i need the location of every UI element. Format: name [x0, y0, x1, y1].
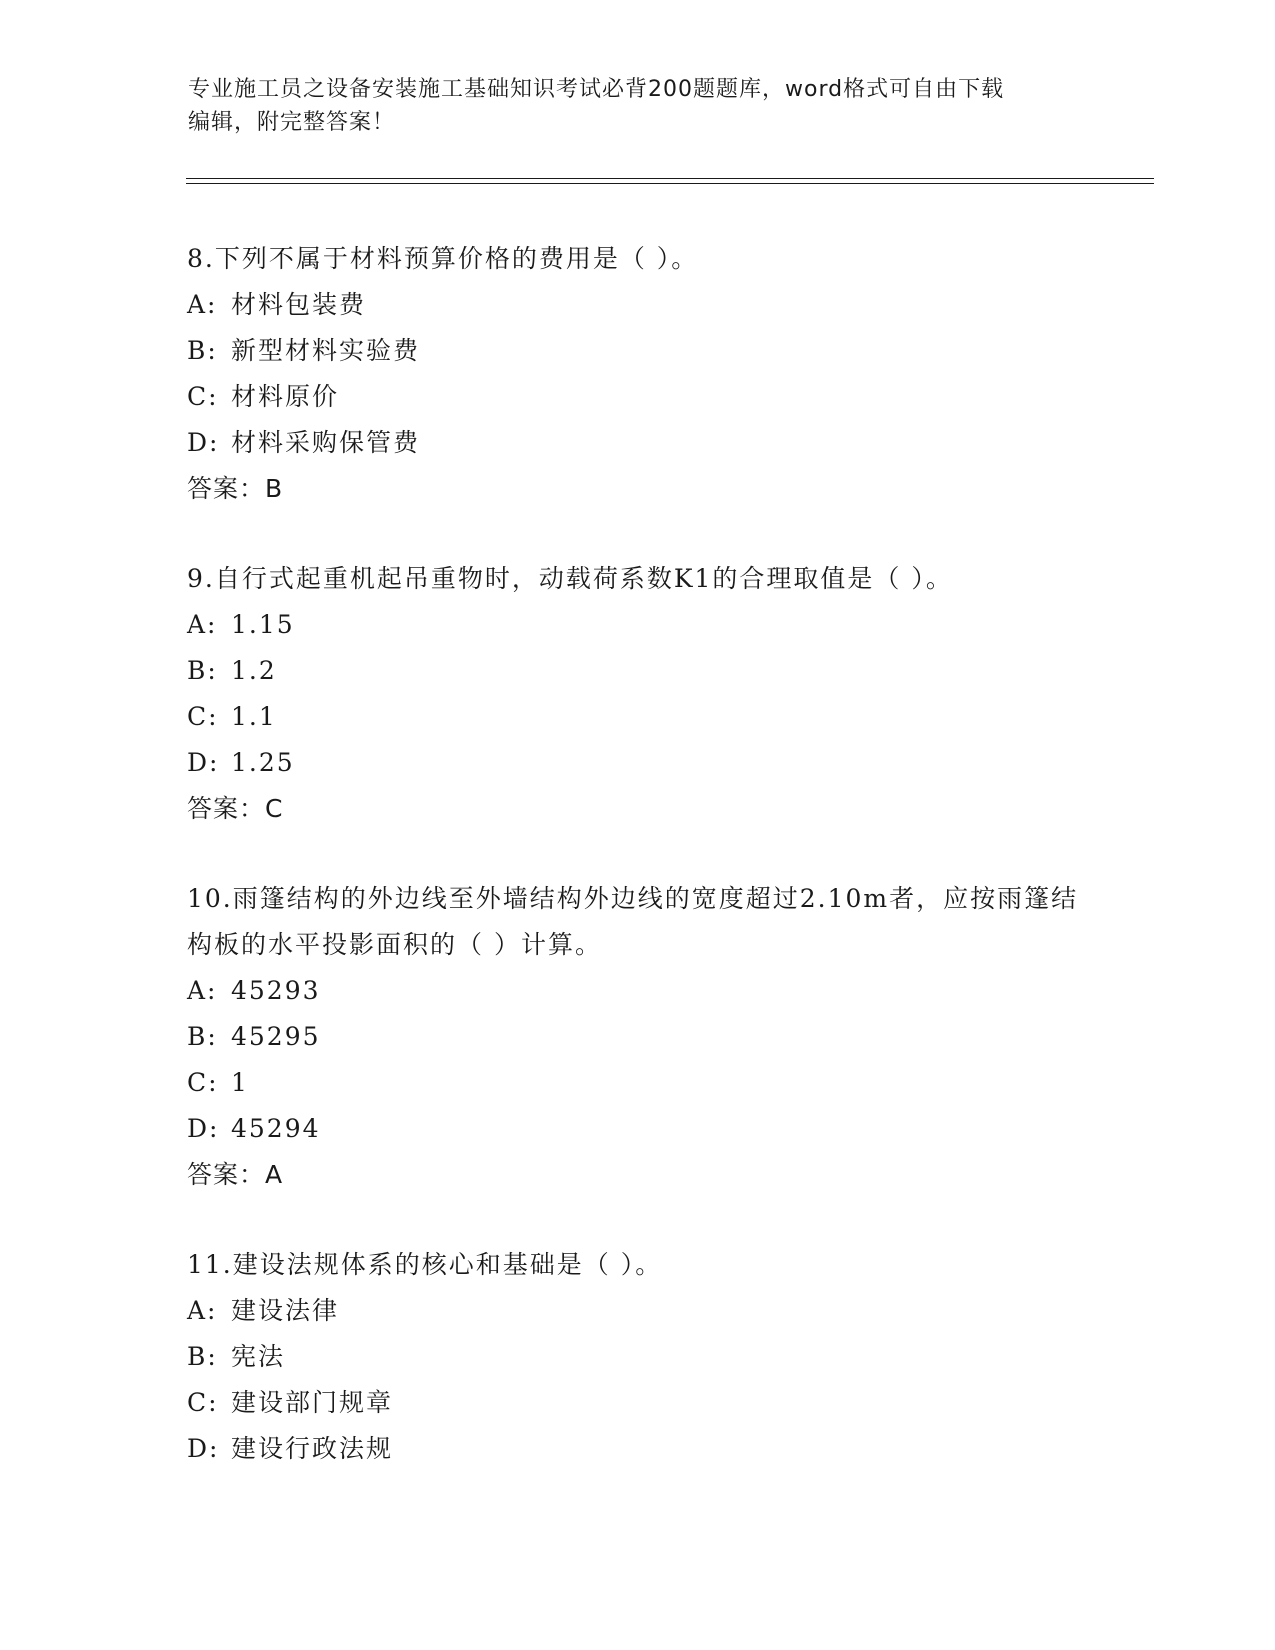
- option-b: [187, 328, 1087, 374]
- option-d: [187, 1426, 1087, 1472]
- option-d: [187, 420, 1087, 466]
- option-letter: A:: [187, 290, 218, 319]
- option-a: [187, 968, 1087, 1014]
- header-line-2: 编辑，附完整答案！: [188, 110, 396, 135]
- option-c: [187, 374, 1087, 420]
- answer-value: C: [265, 794, 284, 823]
- option-text: 1.1: [231, 702, 277, 731]
- option-c: [187, 694, 1087, 740]
- option-letter: B:: [187, 656, 218, 685]
- option-letter: D:: [187, 1114, 220, 1143]
- option-text: 材料原价: [231, 382, 340, 411]
- question-11: [187, 1242, 1087, 1472]
- answer-label: 答案：: [187, 474, 266, 503]
- question-text: 10.雨篷结构的外边线至外墙结构外边线的宽度超过2.10m者，应按雨篷结构板的水平投影面积的（ ）计算。: [187, 884, 1079, 959]
- option-text: 45294: [231, 1114, 321, 1143]
- option-letter: C:: [187, 702, 219, 731]
- option-letter: C:: [187, 1388, 219, 1417]
- option-text: 1.2: [231, 656, 277, 685]
- question-list: [187, 236, 1087, 1516]
- option-text: 材料采购保管费: [231, 428, 421, 457]
- question-text: 8.下列不属于材料预算价格的费用是（ ）。: [187, 244, 699, 273]
- answer-line: [187, 1152, 1087, 1198]
- question-text: 9.自行式起重机起吊重物时，动载荷系数K1的合理取值是（ ）。: [187, 564, 953, 593]
- option-c: [187, 1380, 1087, 1426]
- option-c: [187, 1060, 1087, 1106]
- answer-value: B: [265, 474, 284, 503]
- option-text: 宪法: [231, 1342, 286, 1371]
- option-letter: A:: [187, 1296, 218, 1325]
- option-a: [187, 602, 1087, 648]
- option-letter: C:: [187, 1068, 219, 1097]
- question-9: [187, 556, 1087, 832]
- option-a: [187, 282, 1087, 328]
- option-text: 新型材料实验费: [231, 336, 421, 365]
- question-text: 11.建设法规体系的核心和基础是（ ）。: [187, 1250, 663, 1279]
- option-letter: D:: [187, 428, 220, 457]
- option-letter: B:: [187, 336, 218, 365]
- option-b: [187, 1334, 1087, 1380]
- answer-value: A: [265, 1160, 284, 1189]
- document-header: [188, 73, 1068, 139]
- answer-label: 答案：: [187, 794, 266, 823]
- answer-line: [187, 466, 1087, 512]
- option-text: 建设行政法规: [231, 1434, 394, 1463]
- option-b: [187, 1014, 1087, 1060]
- option-text: 1: [231, 1068, 249, 1097]
- header-line-1: 专业施工员之设备安装施工基础知识考试必背200题题库，word格式可自由下载: [188, 77, 1005, 102]
- option-text: 建设法律: [231, 1296, 340, 1325]
- option-letter: C:: [187, 382, 219, 411]
- option-b: [187, 648, 1087, 694]
- option-text: 1.25: [231, 748, 295, 777]
- option-text: 建设部门规章: [231, 1388, 394, 1417]
- option-text: 材料包装费: [231, 290, 367, 319]
- option-a: [187, 1288, 1087, 1334]
- header-divider-bottom: [186, 183, 1154, 184]
- option-letter: D:: [187, 748, 220, 777]
- option-letter: B:: [187, 1342, 218, 1371]
- option-d: [187, 740, 1087, 786]
- answer-label: 答案：: [187, 1160, 266, 1189]
- header-divider-top: [186, 178, 1154, 179]
- answer-line: [187, 786, 1087, 832]
- question-8: [187, 236, 1087, 512]
- option-text: 45293: [231, 976, 321, 1005]
- option-letter: B:: [187, 1022, 218, 1051]
- option-letter: D:: [187, 1434, 220, 1463]
- option-d: [187, 1106, 1087, 1152]
- option-text: 45295: [231, 1022, 321, 1051]
- option-letter: A:: [187, 976, 218, 1005]
- option-letter: A:: [187, 610, 218, 639]
- option-text: 1.15: [231, 610, 295, 639]
- question-10: [187, 876, 1087, 1198]
